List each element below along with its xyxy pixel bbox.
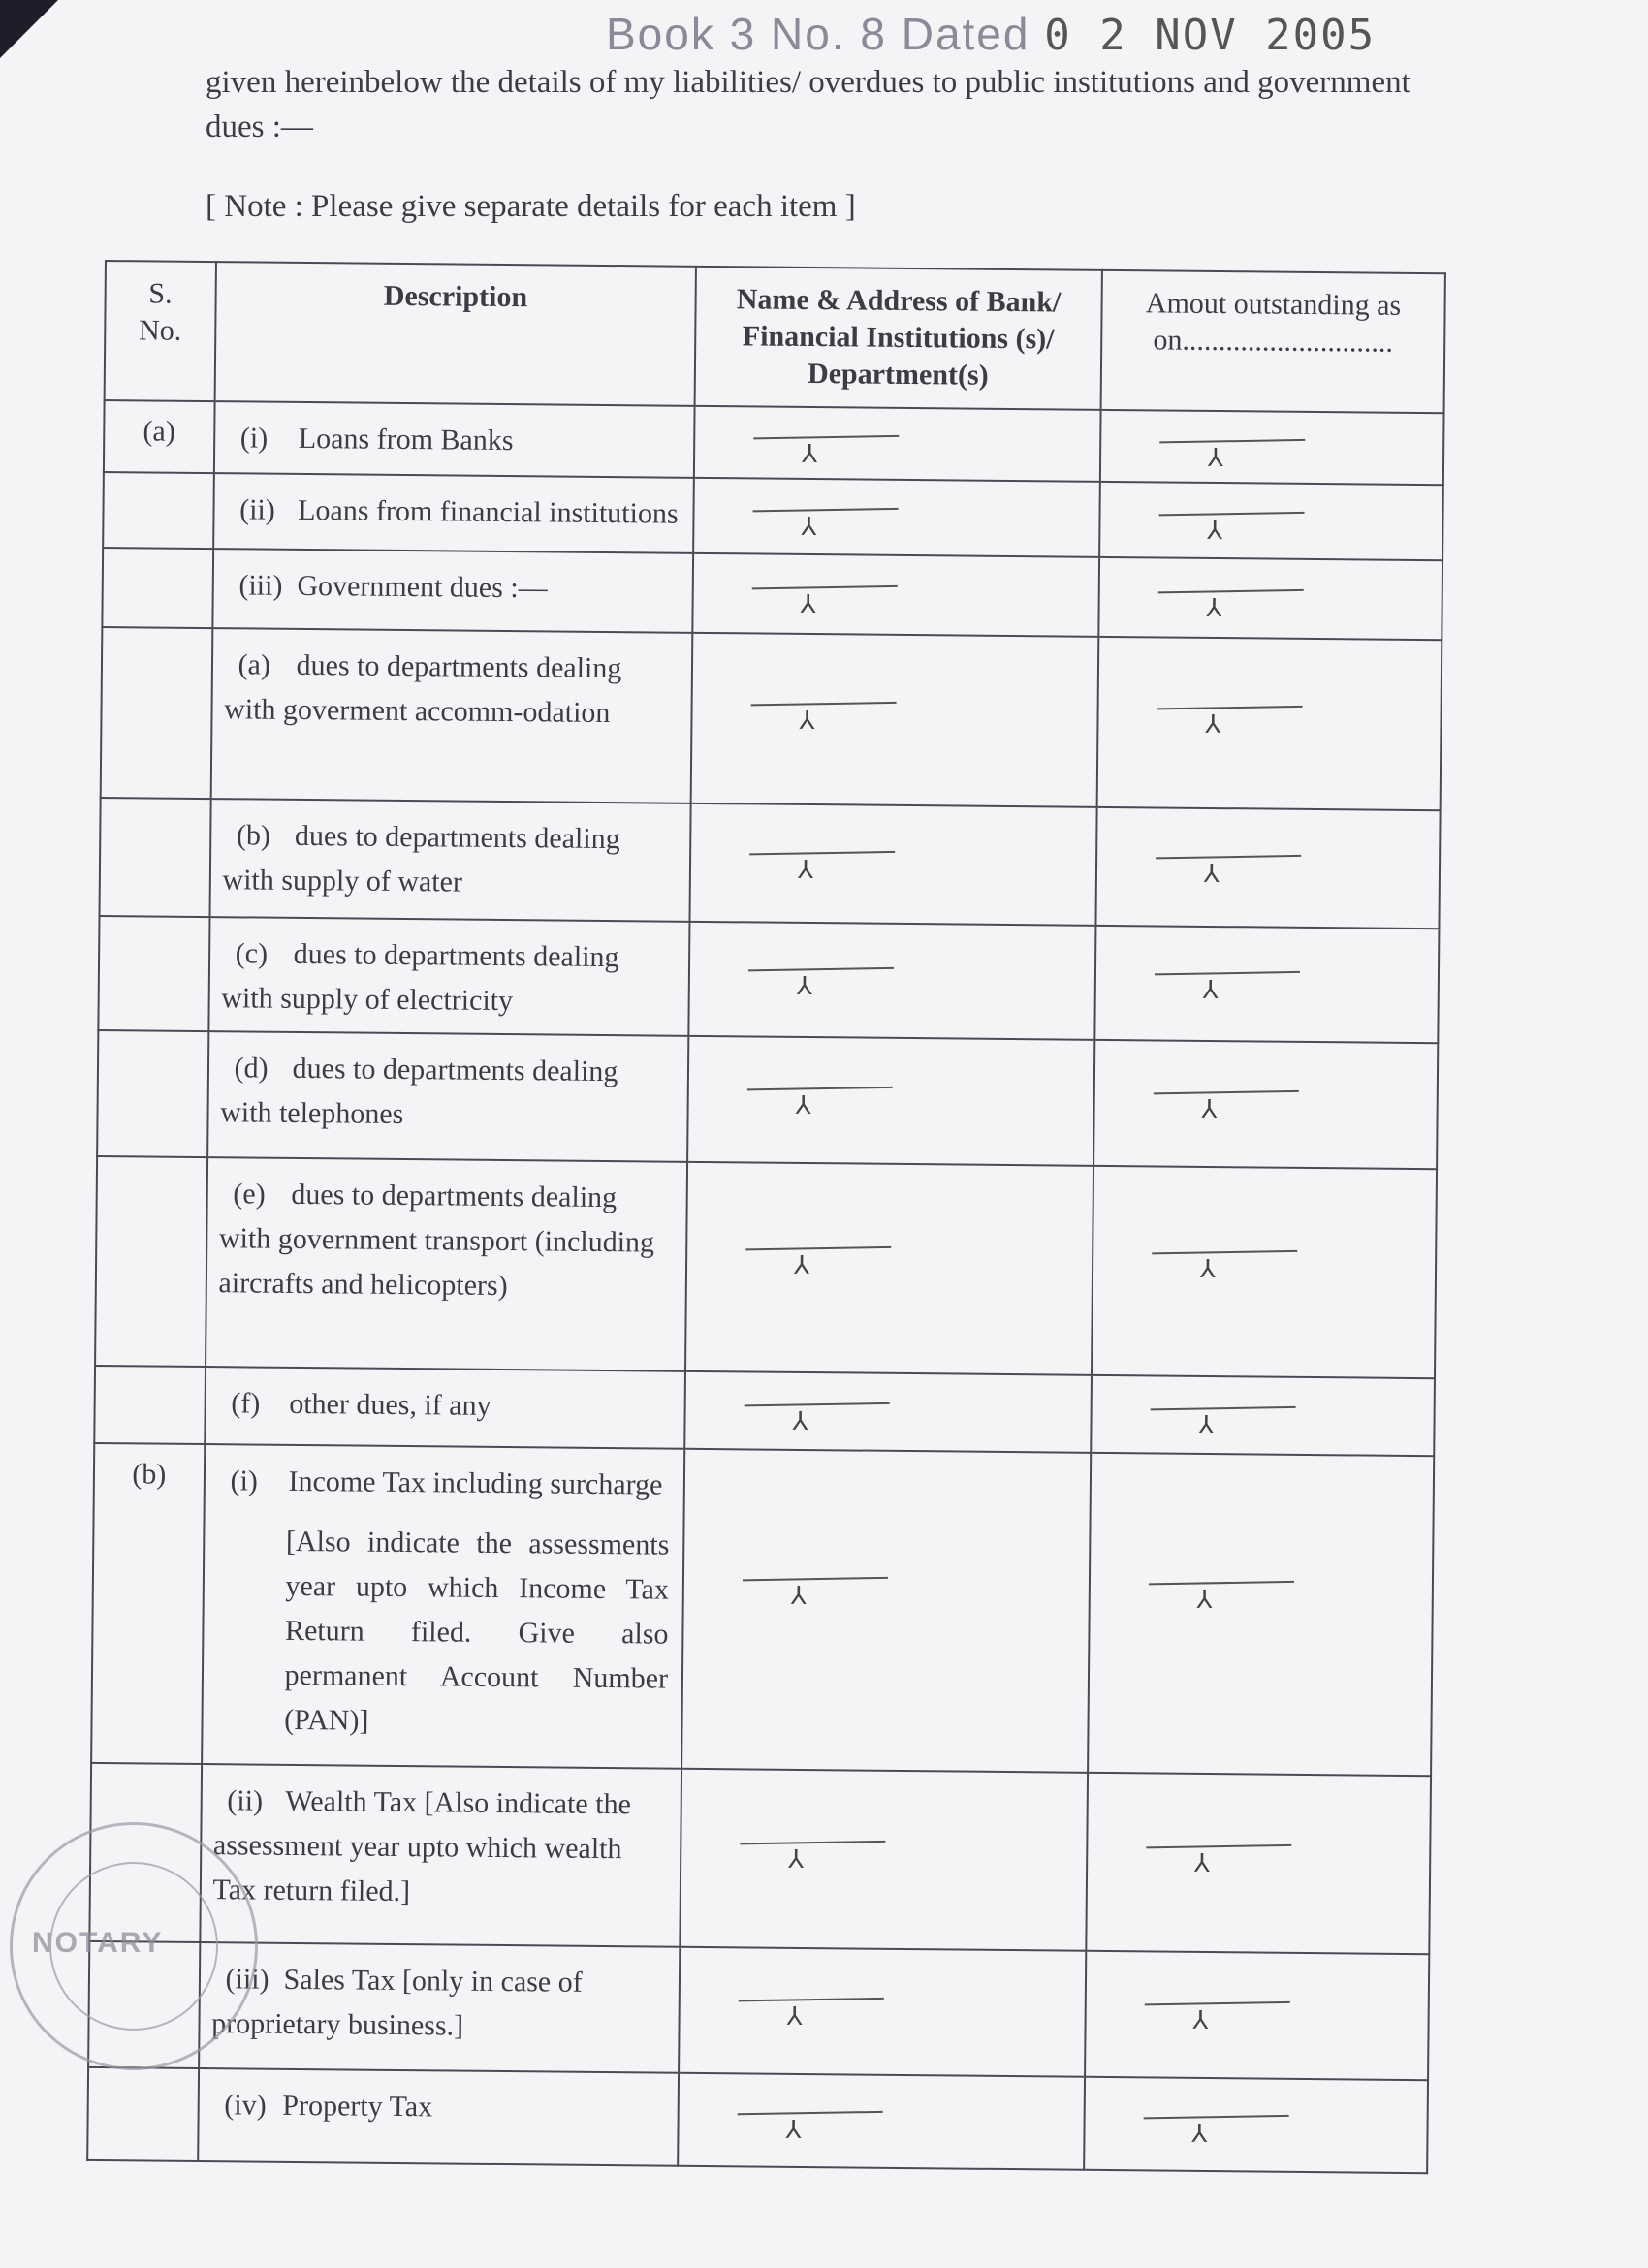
table-row xyxy=(102,548,1442,640)
handwritten-tick-mark: ⅄ xyxy=(1191,2119,1208,2149)
row-serial xyxy=(103,472,213,549)
header-bank: Name & Address of Bank/ Financial Institutions (s)/ Department(s) xyxy=(695,267,1102,410)
header-amount: Amout outstanding as on............................. xyxy=(1100,270,1445,413)
handwritten-tick-mark: ⅄ xyxy=(802,439,818,469)
amount-cell xyxy=(1091,1375,1435,1456)
table-header-row xyxy=(105,261,1445,413)
bank-cell xyxy=(694,406,1100,482)
table-row xyxy=(103,472,1443,560)
row-item-number: (e) xyxy=(233,1178,266,1211)
handwritten-dash-mark xyxy=(747,1087,893,1090)
handwritten-tick-mark: ⅄ xyxy=(1201,1095,1218,1125)
row-serial xyxy=(101,627,212,799)
row-serial xyxy=(94,1366,205,1444)
amount-cell xyxy=(1095,807,1440,929)
bank-cell xyxy=(690,803,1097,926)
handwritten-tick-mark: ⅄ xyxy=(790,1582,807,1612)
register-stamp xyxy=(606,8,1376,60)
handwritten-dash-mark xyxy=(739,1998,884,2001)
handwritten-dash-mark xyxy=(753,508,899,512)
row-description xyxy=(206,1157,687,1371)
handwritten-tick-mark: ⅄ xyxy=(1198,1411,1215,1441)
handwritten-dash-mark xyxy=(1149,1581,1294,1585)
row-item-number: (i) xyxy=(230,1465,259,1497)
row-description xyxy=(199,1942,681,2073)
row-item-number: (a) xyxy=(238,648,271,681)
handwritten-tick-mark: ⅄ xyxy=(797,855,814,886)
table-row xyxy=(94,1366,1435,1456)
handwritten-tick-mark: ⅄ xyxy=(1192,2006,1209,2036)
handwritten-tick-mark: ⅄ xyxy=(1207,443,1223,473)
handwritten-dash-mark xyxy=(1154,1090,1299,1094)
row-item-text: Income Tax including surcharge xyxy=(288,1465,663,1501)
bank-cell xyxy=(678,2073,1085,2170)
row-item-number: (iv) xyxy=(224,2089,267,2122)
bank-cell xyxy=(688,922,1095,1040)
amount-cell xyxy=(1100,410,1444,485)
amount-cell xyxy=(1099,482,1443,560)
handwritten-dash-mark xyxy=(1156,855,1301,859)
handwritten-tick-mark: ⅄ xyxy=(793,1250,810,1280)
handwritten-dash-mark xyxy=(1151,1406,1296,1410)
table-row xyxy=(91,1443,1434,1776)
handwritten-tick-mark: ⅄ xyxy=(792,1407,808,1437)
scan-corner-shadow xyxy=(0,0,58,58)
bank-cell xyxy=(679,1947,1086,2077)
amount-cell xyxy=(1086,1773,1431,1954)
amount-cell xyxy=(1093,1040,1438,1169)
table-row xyxy=(88,1941,1429,2080)
handwritten-tick-mark: ⅄ xyxy=(1203,859,1220,890)
row-item-number: (iii) xyxy=(238,569,283,602)
table-row xyxy=(100,798,1441,929)
amount-cell xyxy=(1084,2077,1428,2173)
handwritten-tick-mark: ⅄ xyxy=(799,706,815,736)
table-row xyxy=(89,1763,1431,1954)
table-row xyxy=(101,627,1442,810)
table-row xyxy=(87,2067,1428,2173)
handwritten-dash-mark xyxy=(1158,512,1304,516)
table-row xyxy=(95,1156,1437,1378)
row-description xyxy=(208,917,690,1036)
row-item-number: (c) xyxy=(235,937,269,970)
row-description xyxy=(210,628,692,803)
row-serial: (a) xyxy=(104,400,214,473)
bank-cell xyxy=(685,1162,1093,1375)
row-serial xyxy=(100,798,211,917)
handwritten-tick-mark: ⅄ xyxy=(1193,1848,1211,1878)
handwritten-dash-mark xyxy=(745,1245,891,1249)
row-description xyxy=(200,1764,681,1947)
handwritten-tick-mark: ⅄ xyxy=(788,1844,805,1874)
amount-cell xyxy=(1085,1951,1429,2080)
bank-cell xyxy=(693,478,1100,557)
bank-cell xyxy=(687,1036,1094,1166)
handwritten-dash-mark xyxy=(1159,439,1305,443)
bank-cell xyxy=(684,1371,1092,1453)
row-item-text: other dues, if any xyxy=(289,1387,491,1422)
handwritten-tick-mark: ⅄ xyxy=(1206,593,1222,624)
row-description xyxy=(209,799,691,922)
row-description xyxy=(205,1367,685,1449)
row-description xyxy=(198,2068,679,2166)
row-serial xyxy=(87,2067,199,2161)
register-stamp-date: 0 2 NOV 2005 xyxy=(1044,11,1377,60)
row-serial: (b) xyxy=(91,1443,205,1764)
handwritten-dash-mark xyxy=(748,967,894,971)
row-item-text: dues to departments dealing with supply of electricity xyxy=(221,937,619,1018)
handwritten-dash-mark xyxy=(1144,2114,1289,2118)
row-item-text: dues to departments dealing with goverment accomm-odation xyxy=(224,648,622,730)
row-item-text: dues to departments dealing with supply of water xyxy=(222,819,620,898)
row-description xyxy=(212,549,693,633)
handwritten-dash-mark xyxy=(753,435,899,439)
handwritten-tick-mark: ⅄ xyxy=(1199,1254,1216,1284)
row-item-text: Loans from Banks xyxy=(298,422,514,457)
handwritten-dash-mark xyxy=(749,851,895,855)
bank-cell xyxy=(692,553,1099,637)
handwritten-dash-mark xyxy=(740,1841,885,1844)
intro-paragraph: given hereinbelow the details of my liabilities/ overdues to public institutions and government dues :— xyxy=(206,65,1410,144)
handwritten-tick-mark: ⅄ xyxy=(1196,1586,1213,1616)
note-text: [ Note : Please give separate details for each item ] xyxy=(206,189,856,224)
handwritten-tick-mark: ⅄ xyxy=(1205,709,1221,740)
handwritten-dash-mark xyxy=(1155,971,1300,975)
row-item-number: (iii) xyxy=(225,1963,269,1996)
table-row xyxy=(98,916,1439,1043)
row-item-text: Government dues :— xyxy=(297,569,548,605)
handwritten-dash-mark xyxy=(752,585,898,589)
handwritten-dash-mark xyxy=(1145,2001,1290,2005)
bank-cell xyxy=(680,1769,1088,1951)
handwritten-tick-mark: ⅄ xyxy=(800,589,816,620)
handwritten-dash-mark xyxy=(1152,1249,1297,1253)
header-sno: S. No. xyxy=(105,261,216,401)
notary-stamp-label: NOTARY xyxy=(32,1927,164,1959)
row-item-text: dues to departments dealing with telephones xyxy=(220,1052,618,1130)
row-description xyxy=(214,401,695,478)
handwritten-dash-mark xyxy=(738,2110,883,2114)
handwritten-dash-mark xyxy=(745,1402,890,1406)
handwritten-dash-mark xyxy=(1146,1844,1291,1848)
amount-cell xyxy=(1094,926,1439,1043)
handwritten-tick-mark: ⅄ xyxy=(795,1091,811,1121)
handwritten-dash-mark xyxy=(1157,706,1302,709)
row-item-text: Wealth Tax [Also indicate the assessment year upto which wealth Tax return filed.] xyxy=(212,1784,632,1908)
amount-cell xyxy=(1088,1453,1434,1776)
row-item-number: (f) xyxy=(231,1387,261,1420)
row-item-number: (b) xyxy=(236,819,271,852)
row-item-number: (ii) xyxy=(227,1784,264,1817)
row-item-subtext: [Also indicate the assessments year upto which Income Tax Return filed. Give also permanent Account Number (PAN)] xyxy=(284,1525,670,1737)
row-description xyxy=(207,1031,689,1162)
handwritten-tick-mark: ⅄ xyxy=(786,2002,803,2032)
notary-stamp xyxy=(10,1822,258,2070)
amount-cell xyxy=(1098,557,1442,640)
row-description xyxy=(213,473,694,553)
row-item-text: Loans from financial institutions xyxy=(298,493,679,530)
row-item-text: dues to departments dealing with government transport (including aircrafts and helicopters) xyxy=(218,1178,655,1303)
handwritten-dash-mark xyxy=(1158,589,1304,593)
row-serial xyxy=(98,916,209,1031)
row-item-text: Sales Tax [only in case of proprietary business.] xyxy=(211,1963,583,2042)
row-item-text: Property Tax xyxy=(282,2089,433,2124)
handwritten-dash-mark xyxy=(751,701,897,705)
handwritten-tick-mark: ⅄ xyxy=(796,972,812,1002)
row-item-number: (ii) xyxy=(239,493,275,526)
table-row xyxy=(104,400,1444,485)
register-stamp-text: Book 3 No. 8 Dated xyxy=(606,9,1030,59)
row-item-number: (i) xyxy=(239,422,269,455)
handwritten-dash-mark xyxy=(743,1577,888,1581)
row-serial xyxy=(102,548,212,628)
header-description: Description xyxy=(214,262,696,406)
row-serial xyxy=(97,1030,208,1157)
liabilities-table xyxy=(86,260,1446,2174)
amount-cell xyxy=(1092,1166,1437,1378)
handwritten-tick-mark: ⅄ xyxy=(801,513,817,543)
bank-cell xyxy=(681,1449,1091,1773)
handwritten-tick-mark: ⅄ xyxy=(1207,517,1223,547)
row-description xyxy=(202,1444,685,1769)
row-serial xyxy=(95,1156,207,1367)
amount-cell xyxy=(1096,637,1442,810)
handwritten-tick-mark: ⅄ xyxy=(1202,976,1219,1006)
table-row xyxy=(97,1030,1438,1169)
bank-cell xyxy=(691,633,1098,807)
row-item-number: (d) xyxy=(234,1052,269,1085)
handwritten-tick-mark: ⅄ xyxy=(785,2115,802,2145)
